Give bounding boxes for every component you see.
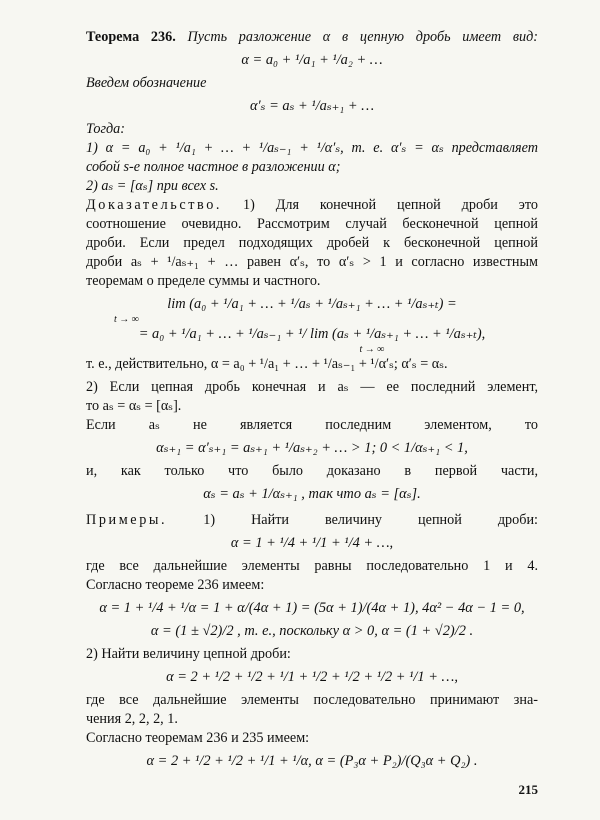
formula-alpha-s: αₛ = aₛ + 1/αₛ₊₁ , так что aₛ = [αₛ]. [203,486,421,502]
proof-part-2-line-4: и, как только что было доказано в первой части, [86,463,538,479]
formula-alpha-prime: α′ₛ = aₛ + ¹/aₛ₊₁ + … [249,98,375,114]
proof-part-2-line-2: то aₛ = αₛ = [αₛ]. [86,398,182,414]
formula-alpha-expansion: α = a₀ + ¹/a₁ + ¹/a₂ + … [241,52,383,68]
proof-line-5: теоремам о пределе суммы и частного. [86,273,321,289]
proof-start [86,196,538,215]
claim-2: 2) aₛ = [αₛ] при всех s. [86,178,219,194]
then-label: Тогда: [86,121,126,137]
theorem-statement [86,28,538,47]
proof-label: Доказательство. [86,197,223,213]
page-number: 215 [518,782,538,797]
proof-conclusion: т. е., действительно, α = a₀ + ¹/a₁ + … + ¹/aₛ₋₁ + ¹/α′ₛ; α′ₛ = αₛ. [86,356,448,372]
formula-example-2-solve: α = 2 + ¹/2 + ¹/2 + ¹/1 + ¹/α, α = (P₃α + P₂)/(Q₃α + Q₂) . [146,753,478,769]
proof-part-2-line-3: Если aₛ не является последним элементом, то [86,417,538,433]
claim-1-line-2: собой s-е полное частное в разложении α; [86,159,341,175]
formula-example-1-solve: α = 1 + ¹/4 + ¹/α = 1 + α/(4α + 1) = (5α + 1)/(4α + 1), 4α² − 4α − 1 = 0, [99,600,525,616]
examples-start [86,511,538,530]
proof-line-4: дроби aₛ + ¹/aₛ₊₁ + … равен α′ₛ, то α′ₛ > 1 и согласно известным [86,254,538,270]
theorem-text: Пусть разложение α в цепную дробь имеет вид: [187,29,538,45]
proof-text: 1) Для конечной цепной дроби это [242,197,538,213]
formula-example-2: α = 2 + ¹/2 + ¹/2 + ¹/1 + ¹/2 + ¹/2 + ¹/2 + ¹/1 + …, [166,669,458,685]
example-1-line-1: где все дальнейшие элементы равны последовательно 1 и 4. [86,558,538,574]
limit-subscript-1: t → ∞ [114,314,139,325]
example-2-line-3: чения 2, 2, 2, 1. [86,711,178,727]
example-2-line-4: Согласно теоремам 236 и 235 имеем: [86,730,310,746]
example-2-line-2: где все дальнейшие элементы последовательно принимают зна- [86,692,538,708]
proof-line-3: дроби. Если предел подходящих дробей к бесконечной цепной [86,235,538,251]
limit-subscript-2: t → ∞ [359,344,385,355]
formula-limit-1: lim (a₀ + ¹/a₁ + … + ¹/aₛ + ¹/aₛ₊₁ + … + ¹/aₛ₊ₜ) = [167,296,457,312]
formula-limit-2: = a₀ + ¹/a₁ + … + ¹/aₛ₋₁ + ¹/ lim (aₛ + ¹/aₛ₊₁ + … + ¹/aₛ₊ₜ), [138,326,486,342]
notation-intro: Введем обозначение [86,75,207,91]
theorem-label: Теорема 236. [86,29,176,45]
examples-text: 1) Найти величину цепной дроби: [203,512,538,528]
formula-alpha-s-plus-1: αₛ₊₁ = α′ₛ₊₁ = aₛ₊₁ + ¹/aₛ₊₂ + … > 1; 0 < 1/αₛ₊₁ < 1, [156,440,468,456]
example-2-line-1: 2) Найти величину цепной дроби: [86,646,291,662]
examples-label: Примеры. [86,512,168,528]
proof-line-2: соотношение очевидно. Рассмотрим случай бесконечной цепной [86,216,538,232]
formula-example-1-result: α = (1 ± √2)/2 , т. е., поскольку α > 0, α = (1 + √2)/2 . [150,623,474,639]
proof-part-2-line-1: 2) Если цепная дробь конечная и aₛ — ее последний элемент, [86,379,538,395]
formula-example-1: α = 1 + ¹/4 + ¹/1 + ¹/4 + …, [230,535,394,551]
claim-1-line-1: 1) α = a₀ + ¹/a₁ + … + ¹/aₛ₋₁ + ¹/α′ₛ, т. е. α′ₛ = αₛ представляет [86,140,538,156]
example-1-line-2: Согласно теореме 236 имеем: [86,577,265,593]
